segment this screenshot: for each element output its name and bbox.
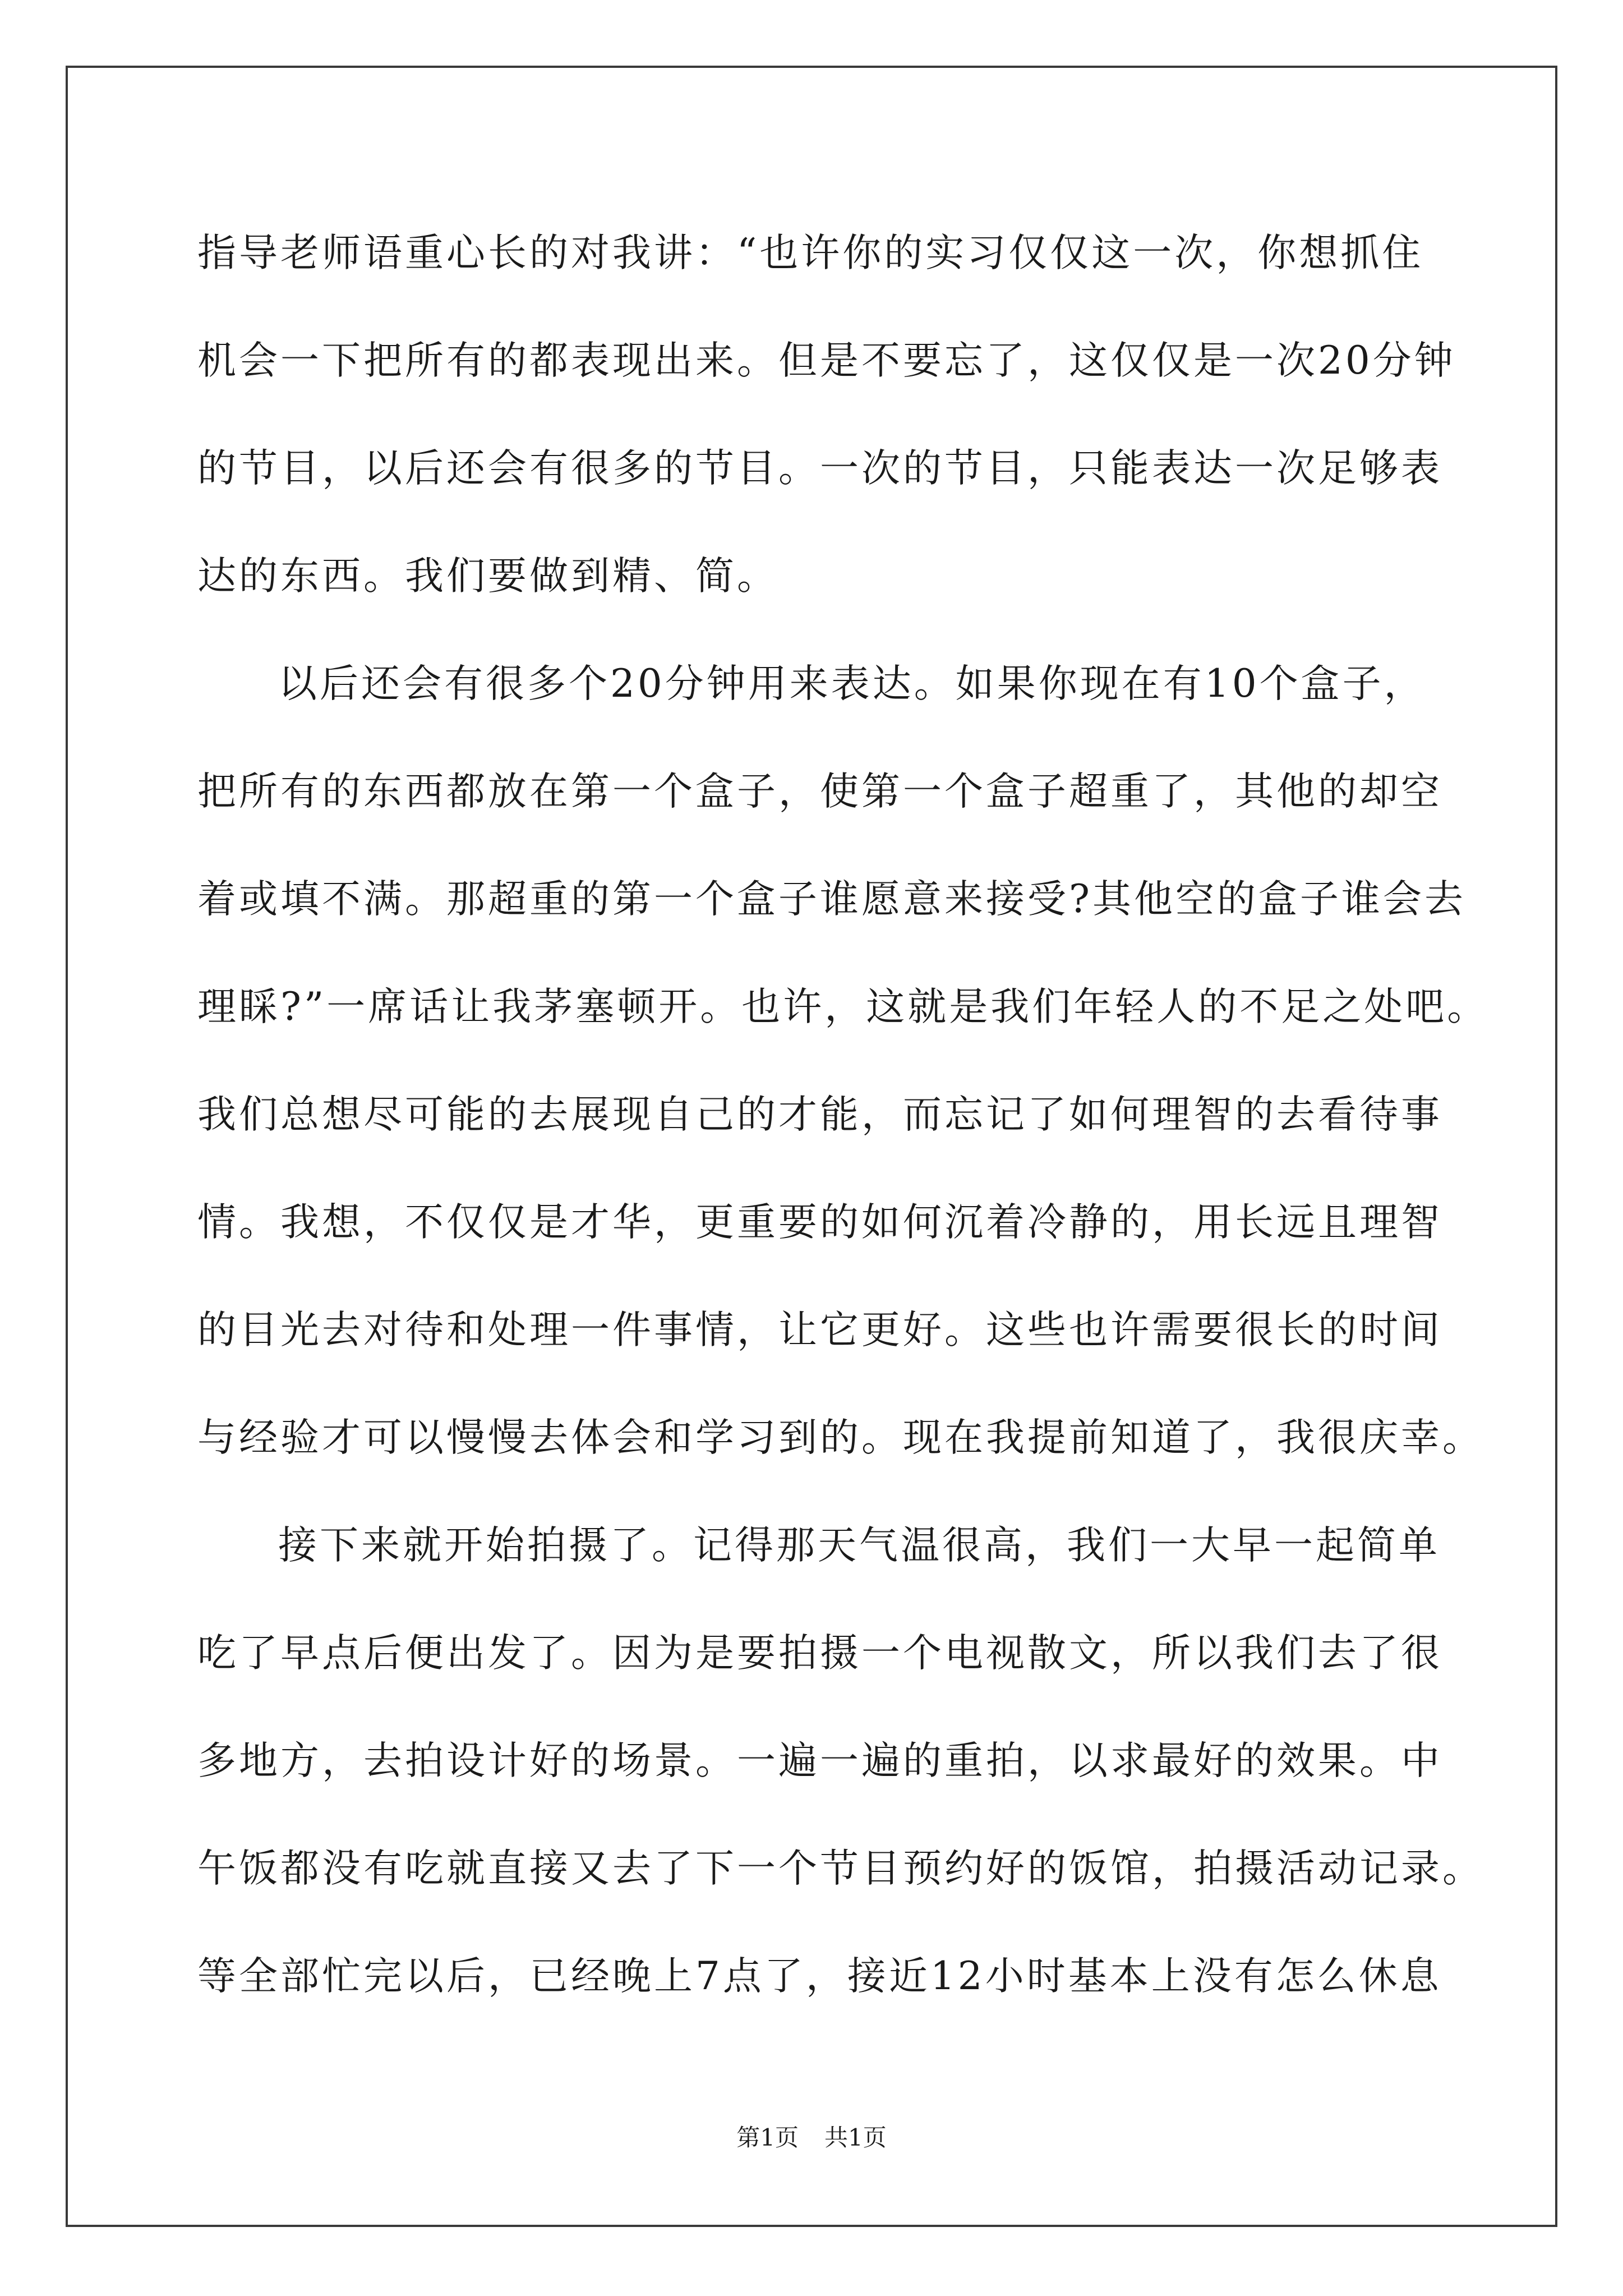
text-line-14: 吃了早点后便出发了。因为是要拍摄一个电视散文，所以我们去了很 (197, 1631, 1442, 1676)
page-footer (0, 2119, 1623, 2153)
text-line-1: 指导老师语重心长的对我讲：“也许你的实习仅仅这一次，你想抓住 (197, 231, 1424, 275)
text-line-5: 以后还会有很多个20分钟用来表达。如果你现在有10个盒子， (278, 661, 1426, 706)
text-line-13: 接下来就开始拍摄了。记得那天气温很高，我们一大早一起简单 (278, 1523, 1440, 1568)
text-line-4: 达的东西。我们要做到精、简。 (197, 554, 778, 599)
text-line-3: 的节目，以后还会有很多的节目。一次的节目，只能表达一次足够表 (197, 446, 1442, 491)
text-line-6: 把所有的东西都放在第一个盒子，使第一个盒子超重了，其他的却空 (197, 769, 1442, 814)
text-line-15: 多地方，去拍设计好的场景。一遍一遍的重拍，以求最好的效果。中 (197, 1738, 1442, 1783)
text-line-10: 情。我想，不仅仅是才华，更重要的如何沉着冷静的，用长远且理智 (197, 1200, 1442, 1245)
page-number: 第1页 (736, 2124, 799, 2151)
text-line-9: 我们总想尽可能的去展现自己的才能，而忘记了如何理智的去看待事 (197, 1092, 1442, 1137)
text-line-7: 着或填不满。那超重的第一个盒子谁愿意来接受?其他空的盒子谁会去 (197, 877, 1466, 922)
page-total: 共1页 (824, 2124, 887, 2151)
text-line-2: 机会一下把所有的都表现出来。但是不要忘了，这仅仅是一次20分钟 (197, 338, 1456, 383)
text-line-12: 与经验才可以慢慢去体会和学习到的。现在我提前知道了，我很庆幸。 (197, 1415, 1484, 1460)
text-line-17: 等全部忙完以后，已经晚上7点了，接近12小时基本上没有怎么休息 (197, 1954, 1442, 1999)
text-line-16: 午饭都没有吃就直接又去了下一个节目预约好的饭馆，拍摄活动记录。 (197, 1846, 1484, 1891)
text-line-8: 理睬?”一席话让我茅塞顿开。也许，这就是我们年轻人的不足之处吧。 (197, 984, 1489, 1029)
document-body (197, 199, 1489, 2030)
text-line-11: 的目光去对待和处理一件事情，让它更好。这些也许需要很长的时间 (197, 1308, 1442, 1352)
